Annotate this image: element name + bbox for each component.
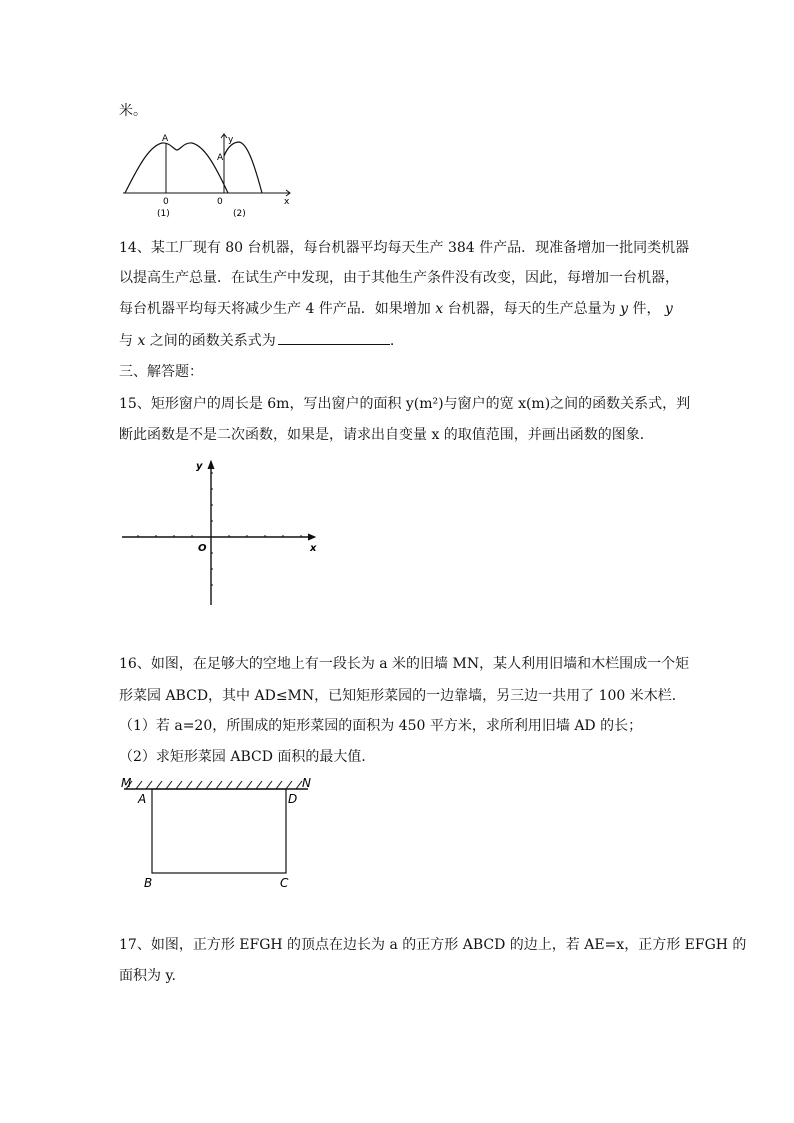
q14-line4-x: x [137,333,146,349]
fig2-label-x: x [284,197,290,207]
fig2-label-a: A [217,153,224,163]
q14-line3 [119,299,673,319]
q16-part1: （1）若 a=20，所围成的矩形菜园的面积为 450 平方米，求所利用旧墙 AD 的长； [119,718,643,734]
label-m: M [121,776,132,790]
q15-x-arrow [308,534,315,540]
q14-line3-b: 台机器，每天的生产总量为 [443,301,621,317]
fig1-label-a: A [162,134,169,144]
label-c: C [280,876,289,890]
q15-label-y: y [196,461,203,472]
fig1-label-o: 0 [163,197,169,207]
q16-line2: 形菜园 ABCD，其中 AD≤MN，已知矩形菜园的一边靠墙，另三边一共用了 100 米木栏． [119,688,686,704]
q14-var-y2: y [664,301,673,317]
fig2-label-y: y [228,135,234,145]
q14-line3-c: 件， [628,301,665,317]
q14-line2: 以提高生产总量．在试生产中发现，由于其他生产条件没有改变，因此，每增加一台机器， [119,270,679,286]
q15-coordinate-axes [118,455,328,610]
label-d: D [288,792,298,806]
fig2-caption: (2) [233,209,246,219]
q17-line2: 面积为 y. [119,968,176,984]
q13-figures [118,128,300,220]
label-a: A [138,792,147,806]
q15-label-x: x [310,543,317,554]
q14-line1: 14、某工厂现有 80 台机器，每台机器平均每天生产 384 件产品．现准备增加一批同类机器 [119,240,690,256]
fig1-caption: (1) [157,209,170,219]
label-n: N [302,776,311,790]
q17-line1: 17、如图，正方形 EFGH 的顶点在边长为 a 的正方形 ABCD 的边上，若 AE=x，正方形 EFGH 的 [119,937,747,953]
q15-label-origin: O [198,543,207,554]
fig2-label-o: 0 [217,197,223,207]
fig1-curve [125,143,228,193]
q14-line4-a: 与 [119,333,138,349]
q15-y-arrow [208,461,214,469]
q14-line4-b: 之间的函数关系式为 [145,333,276,349]
q14-line4-end: . [389,333,395,349]
label-b: B [144,876,153,890]
q14-answer-blank [278,330,390,345]
q14-line3-a: 每台机器平均每天将减少生产 4 件产品．如果增加 [119,301,436,317]
fig2-curve [224,142,262,193]
q14-var-x: x [435,301,444,317]
section-heading: 三、解答题： [119,364,203,380]
q15-line2: 断此函数是不是二次函数，如果是，请求出自变量 x 的取值范围，并画出函数的图象． [119,427,654,443]
q16-part2: （2）求矩形菜园 ABCD 面积的最大值． [119,749,376,765]
q14-var-y: y [620,301,628,317]
wall-hatching [126,781,302,789]
continuation-text: 米。 [119,103,147,119]
rectangle-abcd [152,789,286,873]
q16-line1: 16、如图，在足够大的空地上有一段长为 a 米的旧墙 MN，某人利用旧墙和木栏围成一个矩 [119,656,690,672]
q15-line1: 15、矩形窗户的周长是 6m，写出窗户的面积 y(m²)与窗户的宽 x(m)之间的函数关系式，判 [119,396,691,412]
q14-line4 [119,330,394,351]
q16-garden-diagram [118,772,318,894]
